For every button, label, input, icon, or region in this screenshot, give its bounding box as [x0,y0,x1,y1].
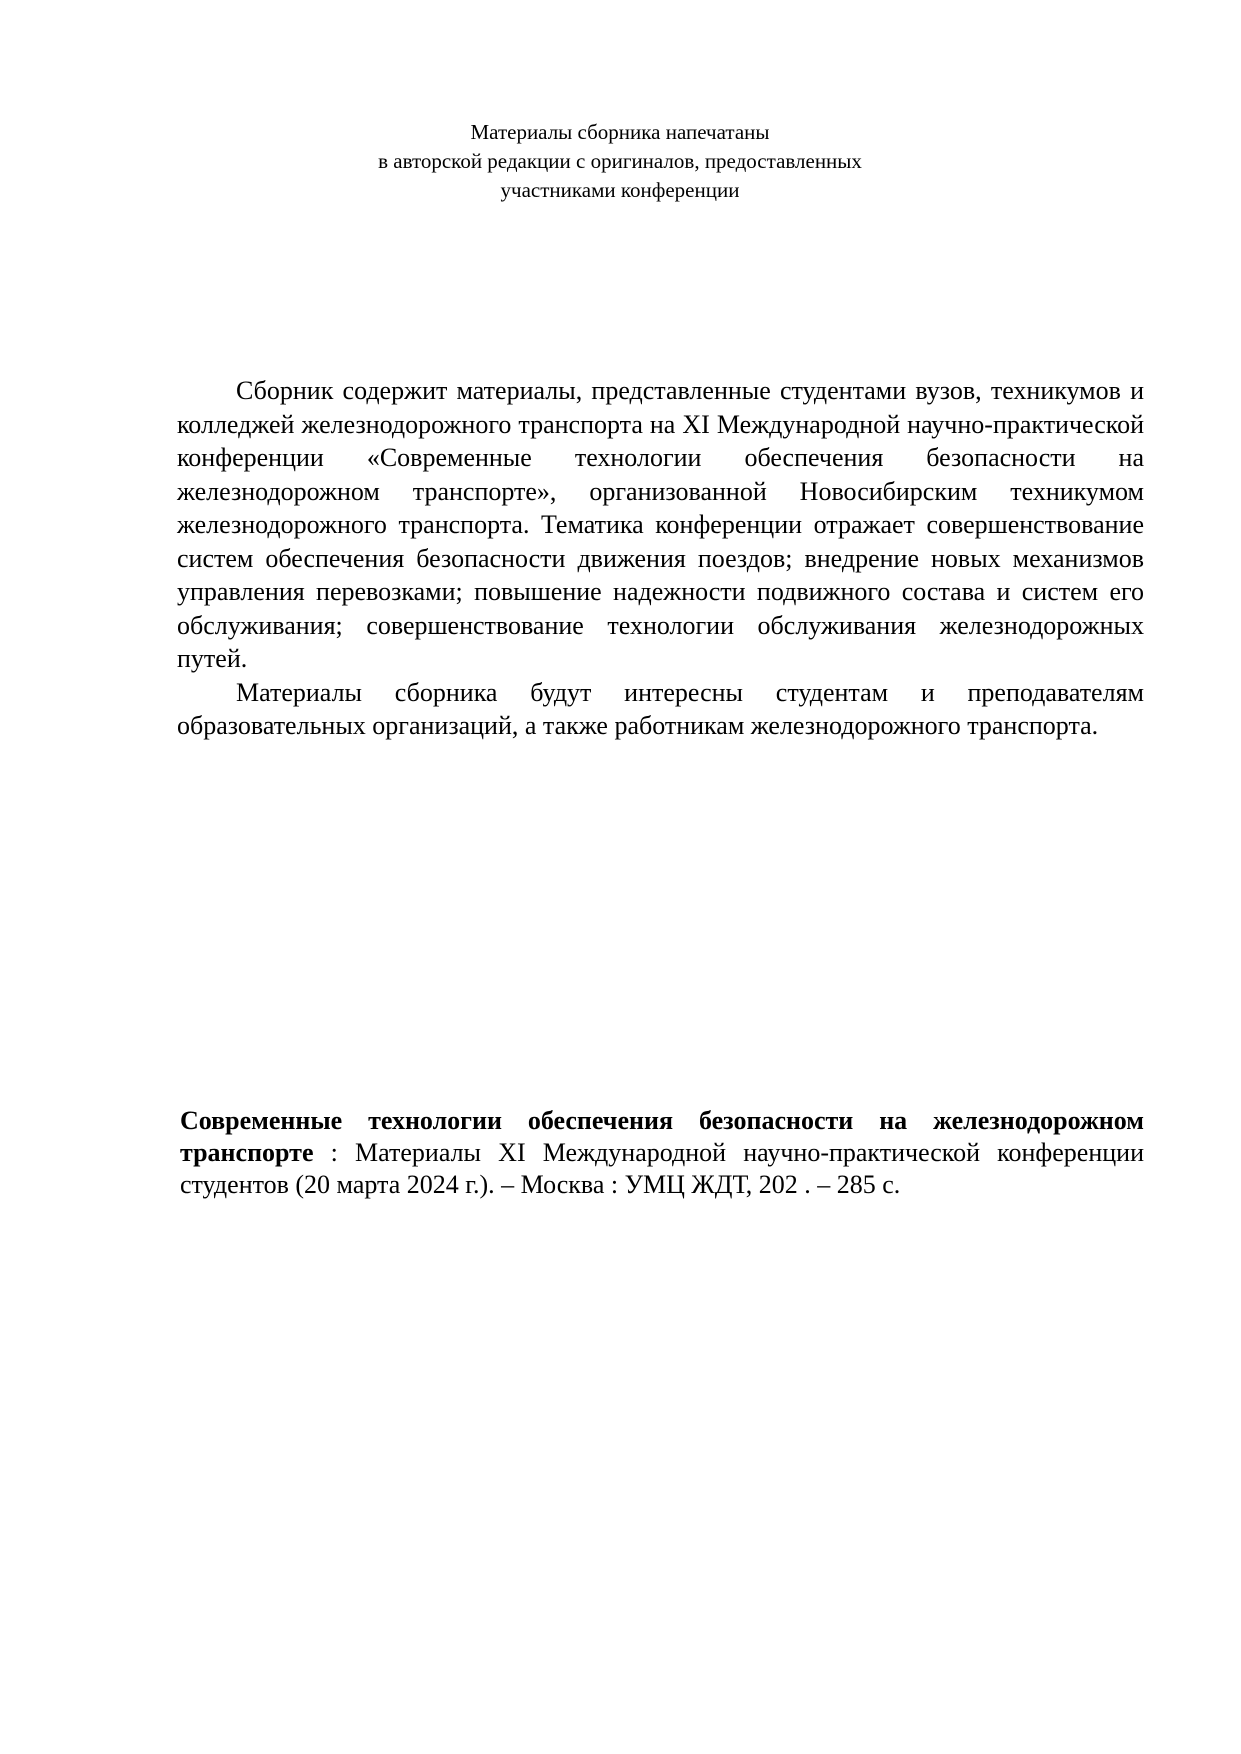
bibliographic-citation [180,1105,1144,1201]
annotation-paragraph: Сборник содержит материалы, представленные студентами вузов, техникумов и колледжей железнодорожного транспорта на XI Международной научно-практической конференции «Современные технологии обеспечения безопасности на железнодорожном транспорте», организованной Новосибирским техникумом железнодорожного транспорта. Тематика конференции отражает совершенствование систем обеспечения безопасности движения поездов; внедрение новых механизмов управления перевозками; повышение надежности подвижного состава и систем его обслуживания; совершенствование технологии обслуживания железнодорожных путей. [177,376,1144,673]
print-note-line: Материалы сборника напечатаны [470,120,770,144]
annotation-paragraph: Материалы сборника будут интересны студентам и преподавателям образовательных организаций, а также работникам железнодорожного транспорта. [177,677,1144,740]
citation-details: : Материалы XI Международной научно-практической конференции студентов (20 марта 2024 г.). – Москва : УМЦ ЖДТ, 202 . – 285 с. [180,1138,1144,1199]
print-note-line: в авторской редакции с оригиналов, предоставленных [378,149,862,173]
print-note-line: участниками конференции [500,178,740,202]
print-note [300,118,940,205]
annotation [177,374,1144,743]
citation-title: Современные технологии обеспечения безопасности на железнодорожном транспорте [180,1106,1144,1167]
